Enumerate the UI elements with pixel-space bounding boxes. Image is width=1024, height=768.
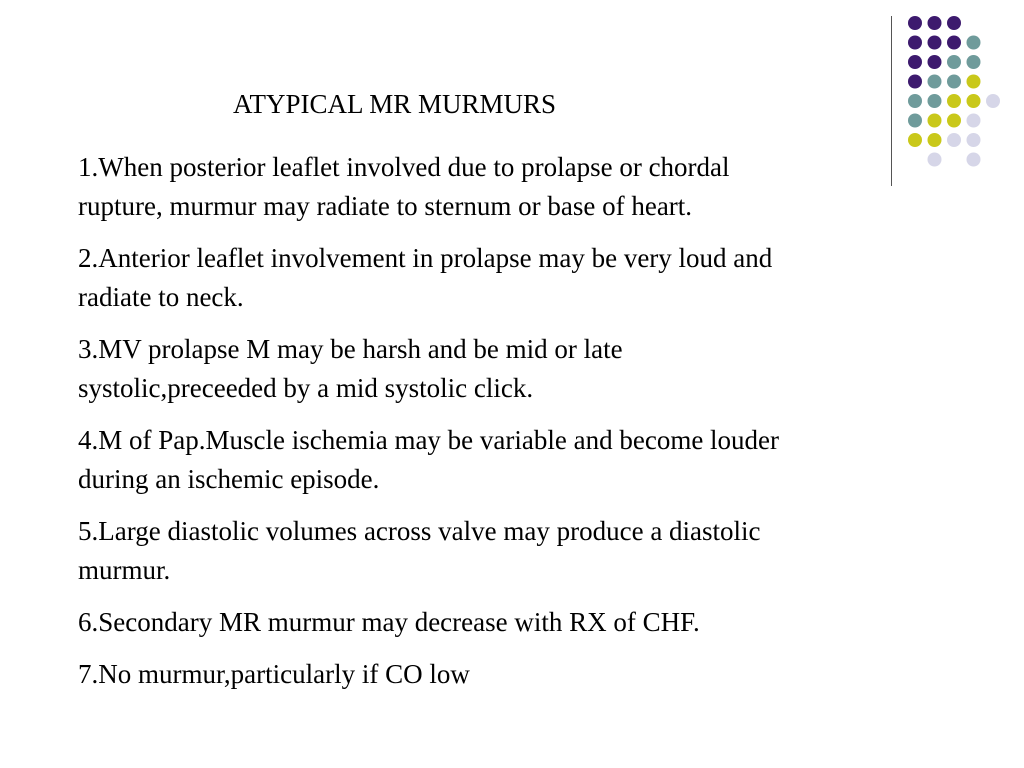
list-item-2 xyxy=(78,239,978,317)
list-item-3 xyxy=(78,330,978,408)
decorative-dot-purple xyxy=(947,36,961,50)
decorative-dot-yellow xyxy=(947,94,961,108)
list-item-4 xyxy=(78,421,978,499)
decorative-dot-teal xyxy=(967,55,981,69)
decorative-dot-lavender xyxy=(986,94,1000,108)
list-item-2-line-1: 2.Anterior leaflet involvement in prolapse may be very loud and xyxy=(78,243,773,273)
decorative-dot-lavender xyxy=(967,133,981,147)
decorative-dot-purple xyxy=(908,16,922,30)
list-item-4-line-1: 4.M of Pap.Muscle ischemia may be variable and become louder xyxy=(78,425,780,455)
decorative-dot-yellow xyxy=(967,94,981,108)
decorative-dot-teal xyxy=(908,94,922,108)
list-item-5-line-1: 5.Large diastolic volumes across valve may produce a diastolic xyxy=(78,516,761,546)
decorative-dot-teal xyxy=(928,94,942,108)
decorative-dot-yellow xyxy=(947,114,961,128)
decorative-dot-purple xyxy=(928,16,942,30)
decorative-dot-yellow xyxy=(908,133,922,147)
list-item-1 xyxy=(78,148,978,226)
decorative-dot-lavender xyxy=(947,133,961,147)
decorative-dot-teal xyxy=(947,75,961,89)
list-item-3-line-2: systolic,preceeded by a mid systolic click. xyxy=(78,373,534,403)
list-item-5-line-2: murmur. xyxy=(78,555,171,585)
list-item-5 xyxy=(78,512,978,590)
decorative-dot-purple xyxy=(908,75,922,89)
list-item-7 xyxy=(78,655,978,694)
decorative-dot-purple xyxy=(908,36,922,50)
list-item-4-line-2: during an ischemic episode. xyxy=(78,464,380,494)
decorative-dot-yellow xyxy=(928,133,942,147)
decorative-dot-purple xyxy=(908,55,922,69)
decorative-dot-teal xyxy=(908,114,922,128)
decorative-dot-purple xyxy=(928,55,942,69)
decorative-dot-yellow xyxy=(967,75,981,89)
list-item-3-line-1: 3.MV prolapse M may be harsh and be mid or late xyxy=(78,334,623,364)
list-item-2-line-2: radiate to neck. xyxy=(78,282,244,312)
decorative-dot-teal xyxy=(947,55,961,69)
decorative-dot-lavender xyxy=(967,114,981,128)
slide-body xyxy=(78,148,978,707)
decorative-dot-purple xyxy=(928,36,942,50)
decorative-dot-yellow xyxy=(928,114,942,128)
slide-title: ATYPICAL MR MURMURS xyxy=(233,89,557,119)
decorative-dot-grid xyxy=(906,11,1006,171)
decorative-dot-purple xyxy=(947,16,961,30)
decorative-dot-teal xyxy=(967,36,981,50)
list-item-1-line-1: 1.When posterior leaflet involved due to prolapse or chordal xyxy=(78,152,730,182)
list-item-6-line-1: 6.Secondary MR murmur may decrease with RX of CHF. xyxy=(78,607,700,637)
list-item-7-line-1: 7.No murmur,particularly if CO low xyxy=(78,659,470,689)
list-item-1-line-2: rupture, murmur may radiate to sternum or base of heart. xyxy=(78,191,693,221)
list-item-6 xyxy=(78,603,978,642)
decorative-dot-teal xyxy=(928,75,942,89)
